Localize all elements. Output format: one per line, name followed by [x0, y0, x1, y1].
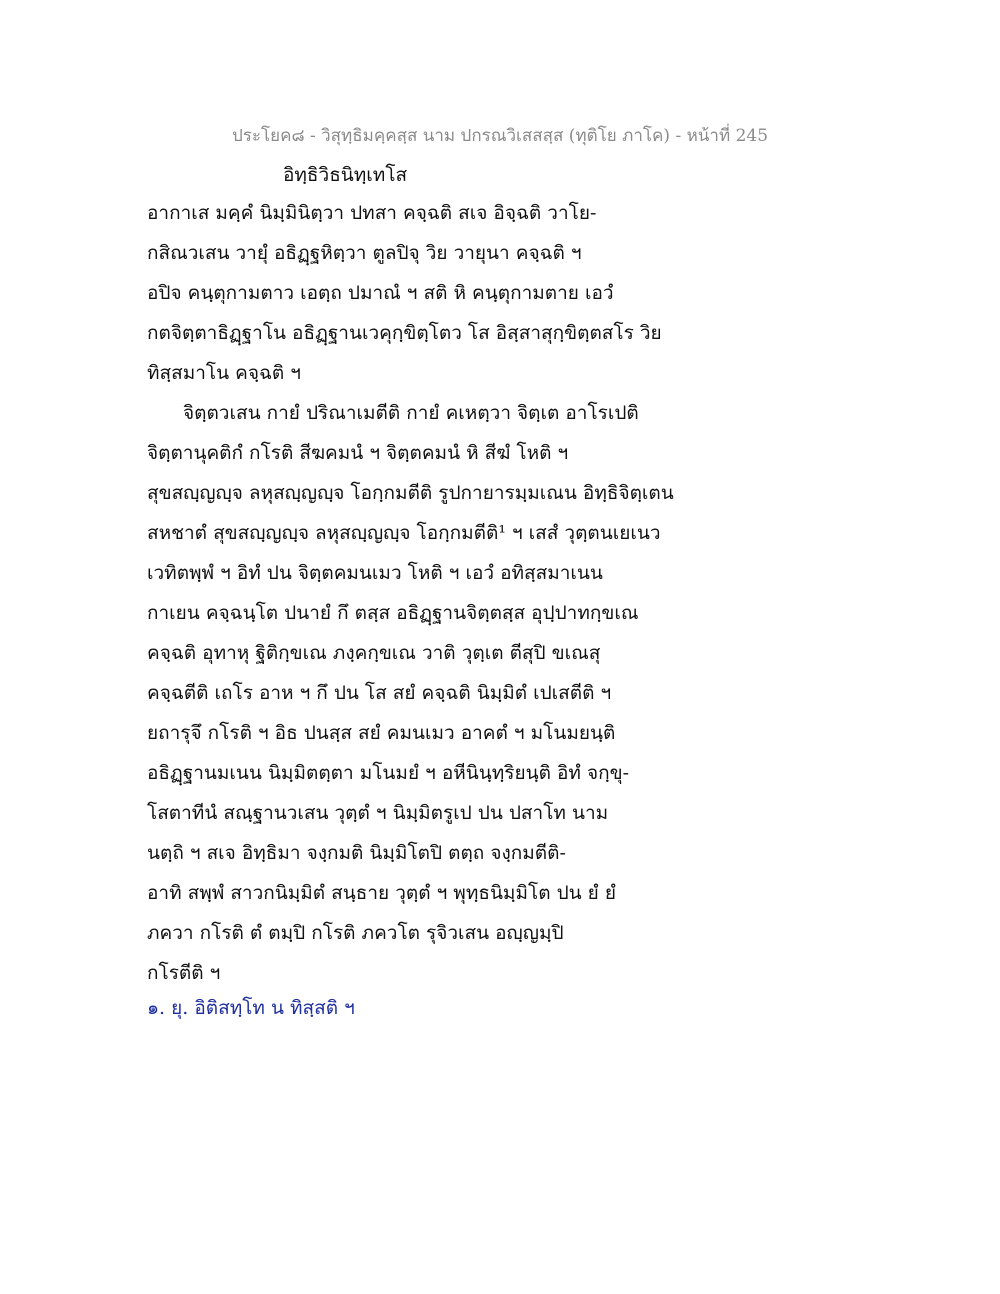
text-line: กสิณวเสน วายุํ อธิฏฺฐหิตฺวา ตูลปิจุ วิย วายุนา คจฺฉติ ฯ	[147, 242, 582, 264]
text-line: โสตาทีนํ สณฺฐานวเสน วุตฺตํ ฯ นิมฺมิตรูเป ปน ปสาโท นาม	[147, 802, 609, 824]
text-line: จิตฺตวเสน กายํ ปริณาเมตีติ กายํ คเหตฺวา จิตฺเต อาโรเปติ	[183, 402, 639, 424]
text-line: สุขสญฺญญฺจ ลหุสญฺญญฺจ โอกฺกมตีติ รูปกายารมฺมเณน อิทฺธิจิตฺเตน	[147, 482, 674, 504]
text-line: อธิฏฺฐานมเนน นิมฺมิตตฺตา มโนมยํ ฯ อหีนินฺทฺริยนฺติ อิทํ จกฺขุ-	[147, 762, 629, 784]
footnote: ๑. ยุ. อิติสทฺโท น ทิสฺสติ ฯ	[147, 997, 355, 1019]
section-title: อิทฺธิวิธนิทฺเทโส	[283, 164, 408, 186]
text-line: กาเยน คจฺฉนฺโต ปนายํ กึ ตสฺส อธิฏฺฐานจิตฺตสฺส อุปฺปาทกฺขเณ	[147, 602, 639, 624]
text-line: ยถารุจึ กโรติ ฯ อิธ ปนสฺส สยํ คมนเมว อาคตํ ฯ มโนมยนฺติ	[147, 722, 616, 744]
text-line: จิตฺตานุคติกํ กโรติ สีฆคมนํ ฯ จิตฺตคมนํ หิ สีฆํ โหติ ฯ	[147, 442, 569, 464]
text-line: นตฺถิ ฯ สเจ อิทฺธิมา จงฺกมติ นิมฺมิโตปิ ตตฺถ จงฺกมตีติ-	[147, 842, 566, 864]
text-line: ภควา กโรติ ตํ ตมฺปิ กโรติ ภควโต รุจิวเสน อญฺญมฺปิ	[147, 922, 564, 944]
text-line: สหชาตํ สุขสญฺญญฺจ ลหุสญฺญญฺจ โอกฺกมตีติ¹ ฯ เสสํ วุตฺตนเยเนว	[147, 522, 661, 544]
text-line: ทิสฺสมาโน คจฺฉติ ฯ	[147, 362, 301, 384]
text-line: อปิจ คนฺตุกามตาว เอตฺถ ปมาณํ ฯ สติ หิ คนฺตุกามตาย เอวํ	[147, 282, 614, 304]
text-line: คจฺฉติ อุทาหุ ฐิติกฺขเณ ภงฺคกฺขเณ วาติ วุตฺเต ตีสุปิ ขเณสุ	[147, 642, 601, 664]
text-line: อากาเส มคฺคํ นิมฺมินิตฺวา ปทสา คจฺฉติ สเจ อิจฺฉติ วาโย-	[147, 202, 597, 224]
text-line: กโรตีติ ฯ	[147, 962, 221, 984]
page-header: ประโยค๘ - วิสุทฺธิมคฺคสฺส นาม ปกรณวิเสสสฺส (ทุติโย ภาโค) - หน้าที่ 245	[231, 126, 769, 146]
text-line: คจฺฉตีติ เถโร อาห ฯ กึ ปน โส สยํ คจฺฉติ นิมฺมิตํ เปเสตีติ ฯ	[147, 682, 612, 704]
text-line: เวทิตพฺพํ ฯ อิทํ ปน จิตฺตคมนเมว โหติ ฯ เอวํ อทิสฺสมาเนน	[147, 562, 603, 584]
text-line: กตจิตฺตาธิฏฺฐาโน อธิฏฺฐานเวคุกฺขิตฺโตว โส อิสฺสาสุกฺขิตฺตสโร วิย	[147, 322, 662, 344]
text-line: อาทิ สพฺพํ สาวกนิมฺมิตํ สนฺธาย วุตฺตํ ฯ พุทฺธนิมฺมิโต ปน ยํ ยํ	[147, 882, 616, 904]
